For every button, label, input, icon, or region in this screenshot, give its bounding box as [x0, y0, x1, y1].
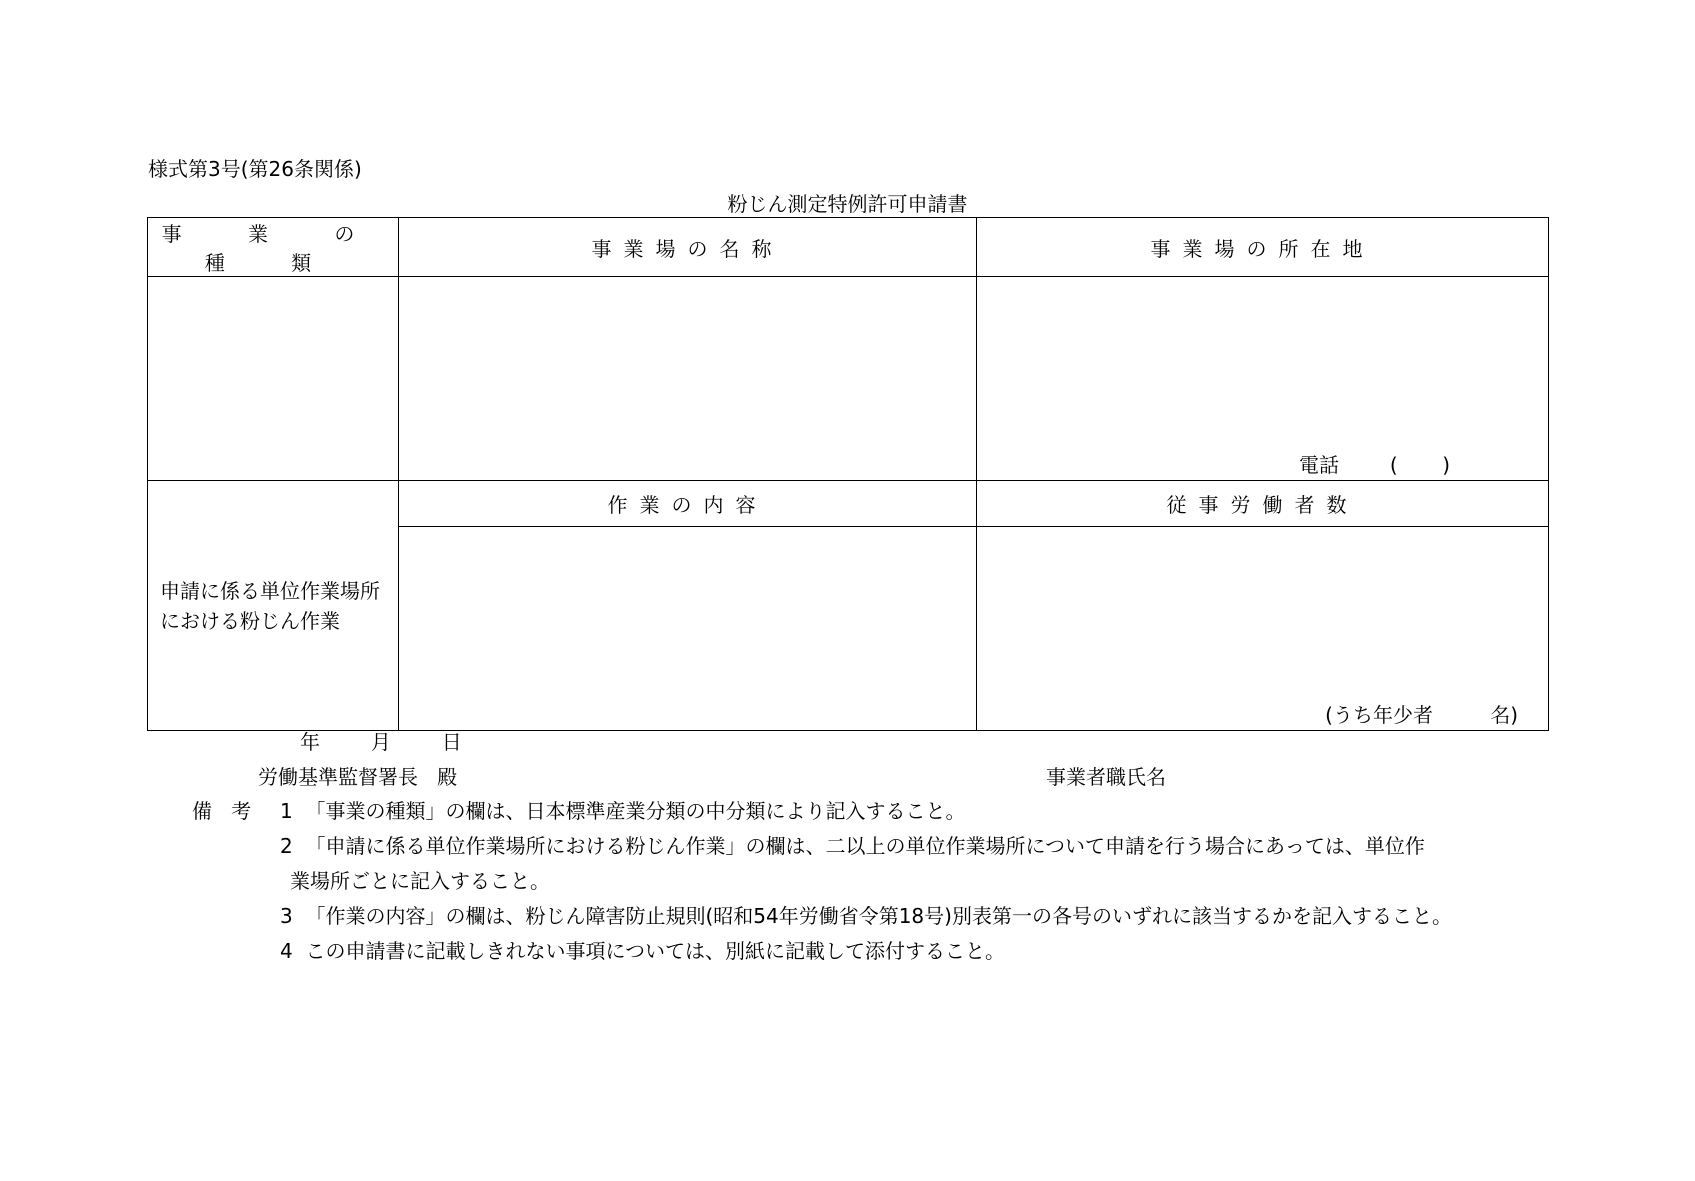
business-type-field[interactable] — [148, 277, 399, 481]
note-2: 2 「申請に係る単位作業場所における粉じん作業」の欄は、二以上の単位作業場所について申請を行う場合にあっては、単位作 — [280, 834, 1425, 858]
applicant-name-label: 事業者職氏名 — [1046, 765, 1166, 789]
note-4: 4 この申請書に記載しきれない事項については、別紙に記載して添付すること。 — [280, 939, 1006, 963]
workers-count-header: 従事労働者数 — [977, 481, 1549, 527]
note-3: 3 「作業の内容」の欄は、粉じん障害防止規則(昭和54年労働省令第18号)別表第一の各号のいずれに該当するかを記入すること。 — [280, 904, 1452, 928]
dust-work-label-text: 申請に係る単位作業場所における粉じん作業 — [160, 578, 380, 633]
note-2-continued: 業場所ごとに記入すること。 — [290, 869, 550, 893]
addressee: 労働基準監督署長 殿 — [258, 765, 458, 789]
note-1: 1 「事業の種類」の欄は、日本標準産業分類の中分類により記入すること。 — [280, 799, 966, 823]
work-content-header: 作業の内容 — [399, 481, 977, 527]
workplace-address-field[interactable] — [977, 277, 1549, 481]
notes-label: 備 考 — [192, 799, 252, 823]
workplace-address-header: 事業場の所在地 — [977, 218, 1549, 277]
form-number: 様式第3号(第26条関係) — [148, 157, 362, 181]
workplace-name-field[interactable] — [399, 277, 977, 481]
minors-count-label: (うち年少者 名) — [1325, 703, 1518, 727]
dust-work-label — [148, 481, 399, 731]
document-title: 粉じん測定特例許可申請書 — [727, 192, 968, 216]
application-form-table — [147, 217, 1549, 731]
workplace-name-header: 事業場の名称 — [399, 218, 977, 277]
application-date: 年 月 日 — [300, 730, 462, 754]
business-type-header: 事 業 の 種 類 — [148, 218, 399, 277]
work-content-field[interactable] — [399, 527, 977, 731]
workers-count-field[interactable] — [977, 527, 1549, 731]
phone-label: 電話 ( ) — [1299, 453, 1450, 477]
